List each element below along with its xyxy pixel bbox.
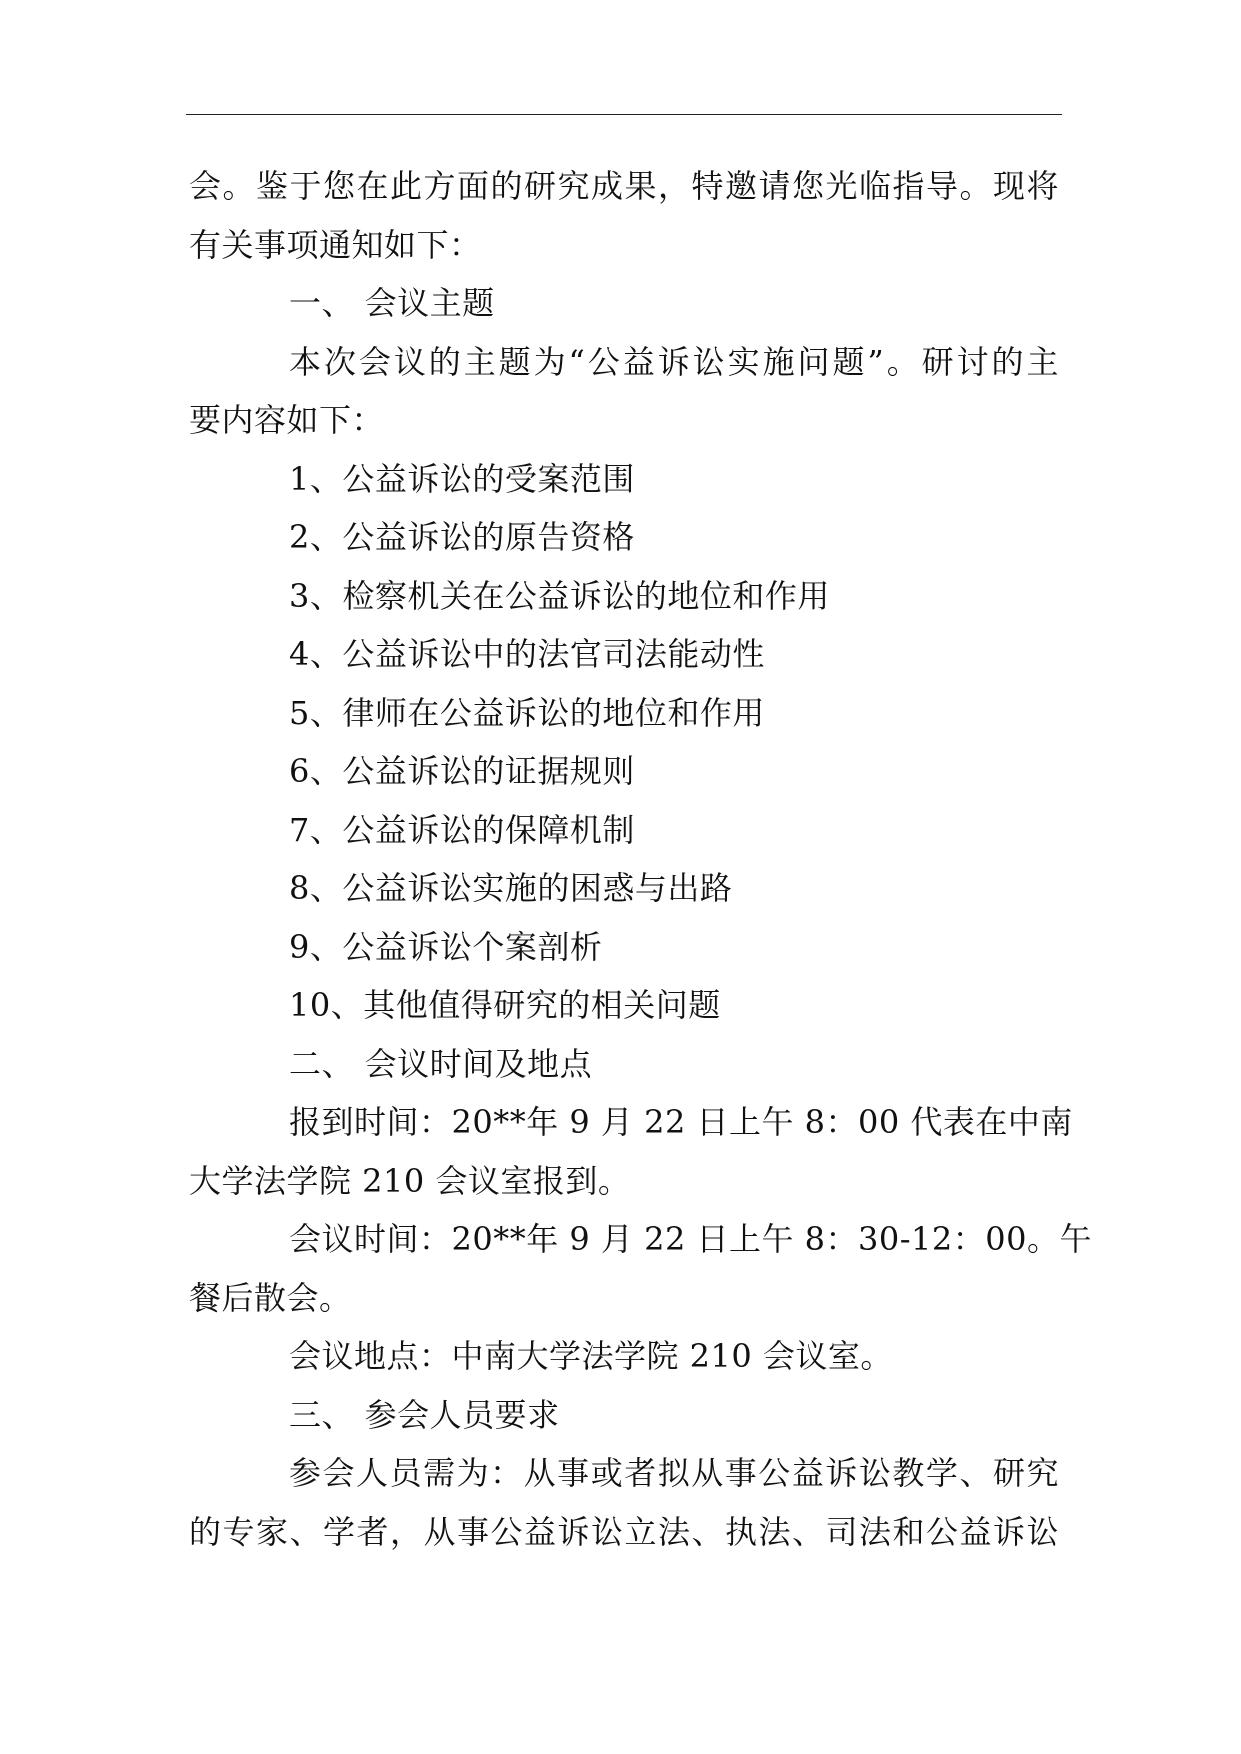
topic-list-item: 10、其他值得研究的相关问题 xyxy=(289,986,721,1024)
topic-list-item: 3、检察机关在公益诉讼的地位和作用 xyxy=(289,576,830,615)
topic-list-item: 8、公益诉讼实施的困惑与出路 xyxy=(289,869,733,907)
paragraph-line: 大学法学院 210 会议室报到。 xyxy=(189,1161,631,1200)
topic-list-item: 5、律师在公益诉讼的地位和作用 xyxy=(289,693,765,732)
header-rule xyxy=(186,114,1062,115)
section-heading-time-place: 二、 会议时间及地点 xyxy=(289,1044,593,1083)
paragraph-line: 报到时间：20**年 9 月 22 日上午 8：00 代表在中南 xyxy=(289,1103,1073,1141)
section-heading-topic: 一、 会议主题 xyxy=(289,284,495,322)
paragraph-line: 本次会议的主题为“公益诉讼实施问题”。研讨的主 xyxy=(289,342,1059,381)
topic-list-item: 1、公益诉讼的受案范围 xyxy=(289,459,635,498)
paragraph-line: 要内容如下： xyxy=(189,401,385,439)
topic-list-item: 2、公益诉讼的原告资格 xyxy=(289,518,635,556)
topic-list-item: 4、公益诉讼中的法官司法能动性 xyxy=(289,635,765,673)
paragraph-line: 的专家、学者，从事公益诉讼立法、执法、司法和公益诉讼 xyxy=(189,1512,1059,1551)
topic-list-item: 9、公益诉讼个案剖析 xyxy=(289,927,603,966)
topic-list-item: 6、公益诉讼的证据规则 xyxy=(289,752,635,790)
paragraph-line: 参会人员需为：从事或者拟从事公益诉讼教学、研究 xyxy=(289,1454,1059,1492)
paragraph-line: 会议地点：中南大学法学院 210 会议室。 xyxy=(289,1337,893,1375)
document-body xyxy=(189,157,1092,1561)
paragraph-line: 餐后散会。 xyxy=(189,1278,352,1317)
section-heading-attendees: 三、 参会人员要求 xyxy=(289,1395,560,1434)
paragraph-line: 有关事项通知如下： xyxy=(189,225,482,264)
paragraph-line: 会议时间：20**年 9 月 22 日上午 8：30-12：00。午 xyxy=(289,1220,1092,1258)
topic-list-item: 7、公益诉讼的保障机制 xyxy=(289,810,635,849)
paragraph-line: 会。鉴于您在此方面的研究成果，特邀请您光临指导。现将 xyxy=(189,167,1059,205)
